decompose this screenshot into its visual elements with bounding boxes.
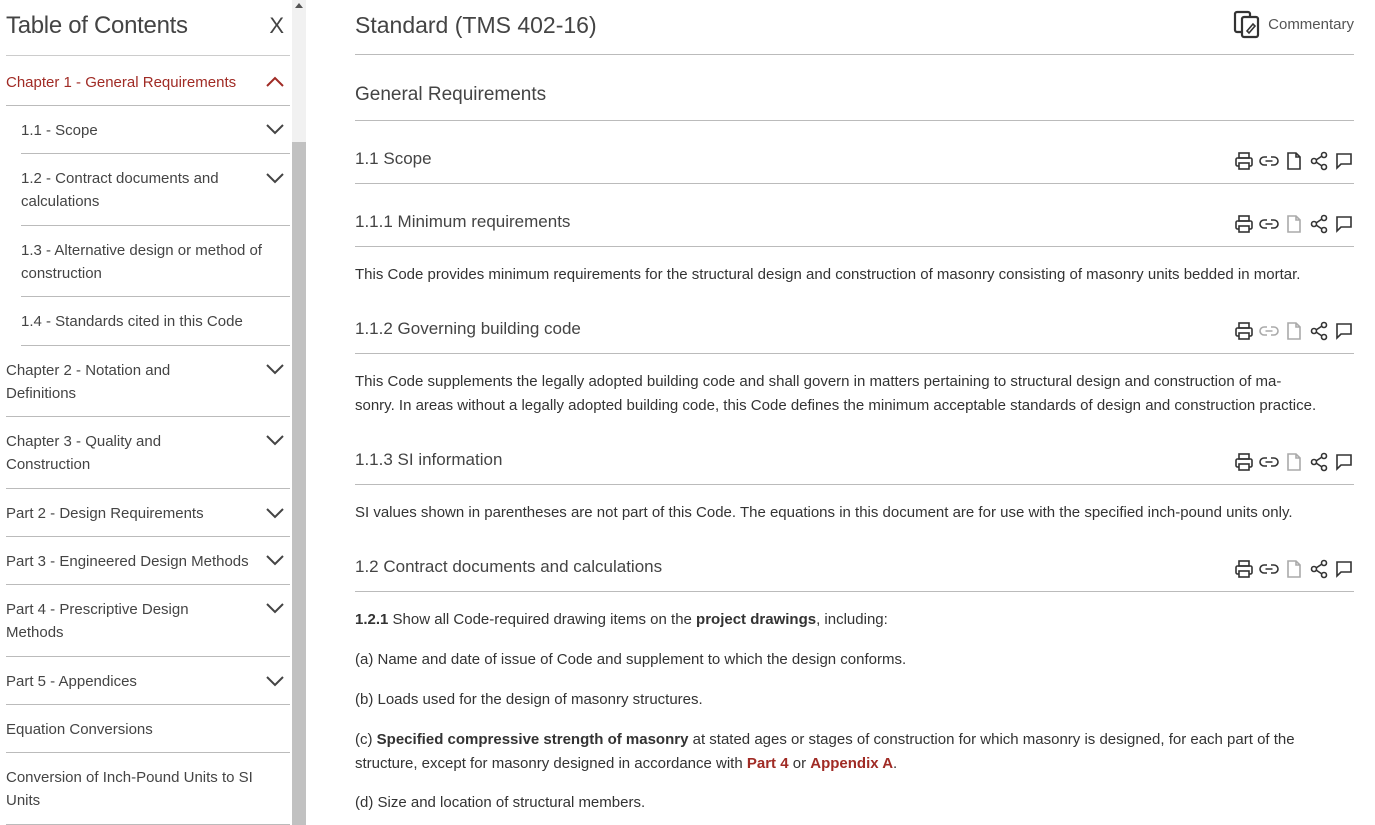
divider <box>355 484 1354 485</box>
toc-item-label: Part 4 - Prescriptive Design Methods <box>6 601 189 641</box>
list-text: at stated ages or stages of construction for which masonry is designed, for each part of the <box>692 731 1295 748</box>
chevron-down-icon[interactable] <box>265 507 285 519</box>
link-icon[interactable] <box>1259 559 1279 579</box>
document-icon[interactable] <box>1284 214 1304 234</box>
divider <box>355 353 1354 354</box>
print-icon[interactable] <box>1234 214 1254 234</box>
section-toolbar <box>1234 214 1354 234</box>
close-icon[interactable]: X <box>269 13 284 38</box>
chevron-down-icon[interactable] <box>265 172 285 184</box>
toc-part-3[interactable] <box>6 537 290 585</box>
comment-icon[interactable] <box>1334 559 1354 579</box>
divider <box>355 54 1354 55</box>
toc-item-label: Equation Conversions <box>6 721 153 738</box>
toc-item-label: 1.2 - Contract documents and calculations <box>21 170 219 210</box>
scroll-up-arrow-icon[interactable] <box>295 3 303 8</box>
toc-unit-conversion[interactable] <box>6 753 290 825</box>
section-heading: 1.1.1 Minimum requirements <box>355 212 571 231</box>
toc-item-label: 1.4 - Standards cited in this Code <box>21 313 243 330</box>
chevron-down-icon[interactable] <box>265 363 285 375</box>
toc-item-1-4[interactable] <box>21 297 290 346</box>
section-paragraph: This Code provides minimum requirements for the structural design and construction of masonry consisting of masonry units bedded in mortar. <box>355 266 1301 283</box>
toc-title: Table of Contents <box>6 12 188 39</box>
section-heading: 1.2 Contract documents and calculations <box>355 557 663 576</box>
toc-part-4[interactable] <box>6 585 290 657</box>
comment-icon[interactable] <box>1334 321 1354 341</box>
toc-item-label: Chapter 1 - General Requirements <box>6 74 237 91</box>
part-4-link[interactable]: Part 4 <box>746 755 789 772</box>
toc-item-1-2[interactable] <box>21 154 290 226</box>
section-heading: 1.1 Scope <box>355 149 432 168</box>
toc-chapter-3[interactable] <box>6 417 290 489</box>
toc-item-label: Chapter 2 - Notation and Definitions <box>6 362 171 402</box>
toc-item-label: Part 2 - Design Requirements <box>6 505 204 522</box>
share-icon[interactable] <box>1309 559 1329 579</box>
list-item-c <box>355 728 1354 776</box>
toc-header <box>6 0 290 56</box>
comment-icon[interactable] <box>1334 214 1354 234</box>
paragraph-line: sonry. In areas without a legally adopted building code, this Code defines the minimum acceptable standards of design and construction practice. <box>355 397 1317 414</box>
section-toolbar <box>1234 321 1354 341</box>
section-paragraph: SI values shown in parentheses are not part of this Code. The equations in this document are for use with the specified inch-pound units only. <box>355 504 1293 521</box>
document-icon[interactable] <box>1284 452 1304 472</box>
chevron-up-icon[interactable] <box>265 76 285 88</box>
clause-number: 1.2.1 <box>355 611 389 628</box>
chevron-down-icon[interactable] <box>265 602 285 614</box>
list-item-a: (a) Name and date of issue of Code and supplement to which the design conforms. <box>355 651 907 668</box>
share-icon[interactable] <box>1309 214 1329 234</box>
share-icon[interactable] <box>1309 151 1329 171</box>
print-icon[interactable] <box>1234 151 1254 171</box>
chevron-down-icon[interactable] <box>265 434 285 446</box>
clause-1-2-1 <box>355 608 1354 632</box>
link-icon[interactable] <box>1259 214 1279 234</box>
chevron-down-icon[interactable] <box>265 554 285 566</box>
section-toolbar <box>1234 452 1354 472</box>
toc-part-2[interactable] <box>6 489 290 537</box>
divider <box>355 183 1354 184</box>
print-icon[interactable] <box>1234 559 1254 579</box>
toc-item-1-1[interactable] <box>21 106 290 154</box>
main-content <box>355 0 1354 825</box>
print-icon[interactable] <box>1234 452 1254 472</box>
toc-item-label: Part 3 - Engineered Design Methods <box>6 553 249 570</box>
appendix-a-link[interactable]: Appendix A <box>810 755 894 772</box>
print-icon[interactable] <box>1234 321 1254 341</box>
divider <box>355 246 1354 247</box>
toc-item-label: Chapter 3 - Quality and Construction <box>6 433 162 473</box>
toc-item-1-3[interactable] <box>21 226 290 297</box>
divider <box>355 591 1354 592</box>
paragraph-line: This Code supplements the legally adopted building code and shall govern in matters pertaining to structural design and construction of ma- <box>355 373 1282 390</box>
clause-text: , including: <box>816 611 888 628</box>
toc-chapter-1[interactable] <box>6 58 290 106</box>
sidebar-scrollbar[interactable] <box>292 0 306 825</box>
document-icon[interactable] <box>1284 151 1304 171</box>
commentary-label: Commentary <box>1268 15 1354 33</box>
scrollbar-thumb[interactable] <box>292 142 306 825</box>
clause-bold-term: project drawings <box>696 611 817 628</box>
clause-text: Show all Code-required drawing items on the <box>392 611 692 628</box>
chevron-down-icon[interactable] <box>265 675 285 687</box>
link-icon[interactable] <box>1259 151 1279 171</box>
toc-item-label: Part 5 - Appendices <box>6 673 137 690</box>
section-toolbar <box>1234 559 1354 579</box>
table-of-contents-sidebar <box>0 0 292 825</box>
commentary-icon <box>1232 9 1262 39</box>
share-icon[interactable] <box>1309 321 1329 341</box>
list-item-d: (d) Size and location of structural members. <box>355 794 646 811</box>
commentary-button[interactable] <box>1232 8 1354 40</box>
list-text: . <box>893 755 898 772</box>
chapter-heading: General Requirements <box>355 84 547 105</box>
divider <box>355 120 1354 121</box>
section-paragraph <box>355 370 1354 418</box>
section-heading: 1.1.3 SI information <box>355 450 503 469</box>
section-heading: 1.1.2 Governing building code <box>355 319 581 338</box>
share-icon[interactable] <box>1309 452 1329 472</box>
document-icon[interactable] <box>1284 321 1304 341</box>
toc-item-label: 1.3 - Alternative design or method of construction <box>21 242 262 282</box>
link-icon[interactable] <box>1259 452 1279 472</box>
link-icon[interactable] <box>1259 321 1279 341</box>
chevron-down-icon[interactable] <box>265 123 285 135</box>
bold-term: Specified compressive strength of masonry <box>376 731 689 748</box>
toc-chapter-2[interactable] <box>6 346 290 417</box>
toc-part-5[interactable] <box>6 657 290 705</box>
list-marker: (c) <box>355 731 373 748</box>
list-item-b: (b) Loads used for the design of masonry structures. <box>355 691 703 708</box>
list-text: structure, except for masonry designed in accordance with <box>355 755 743 772</box>
page-title: Standard (TMS 402-16) <box>355 12 597 38</box>
toc-item-label: Conversion of Inch-Pound Units to SI Units <box>6 769 253 809</box>
document-icon[interactable] <box>1284 559 1304 579</box>
list-text: or <box>792 755 807 772</box>
comment-icon[interactable] <box>1334 452 1354 472</box>
section-toolbar <box>1234 151 1354 171</box>
comment-icon[interactable] <box>1334 151 1354 171</box>
toc-equation-conversions[interactable] <box>6 705 290 753</box>
toc-item-label: 1.1 - Scope <box>21 122 98 139</box>
